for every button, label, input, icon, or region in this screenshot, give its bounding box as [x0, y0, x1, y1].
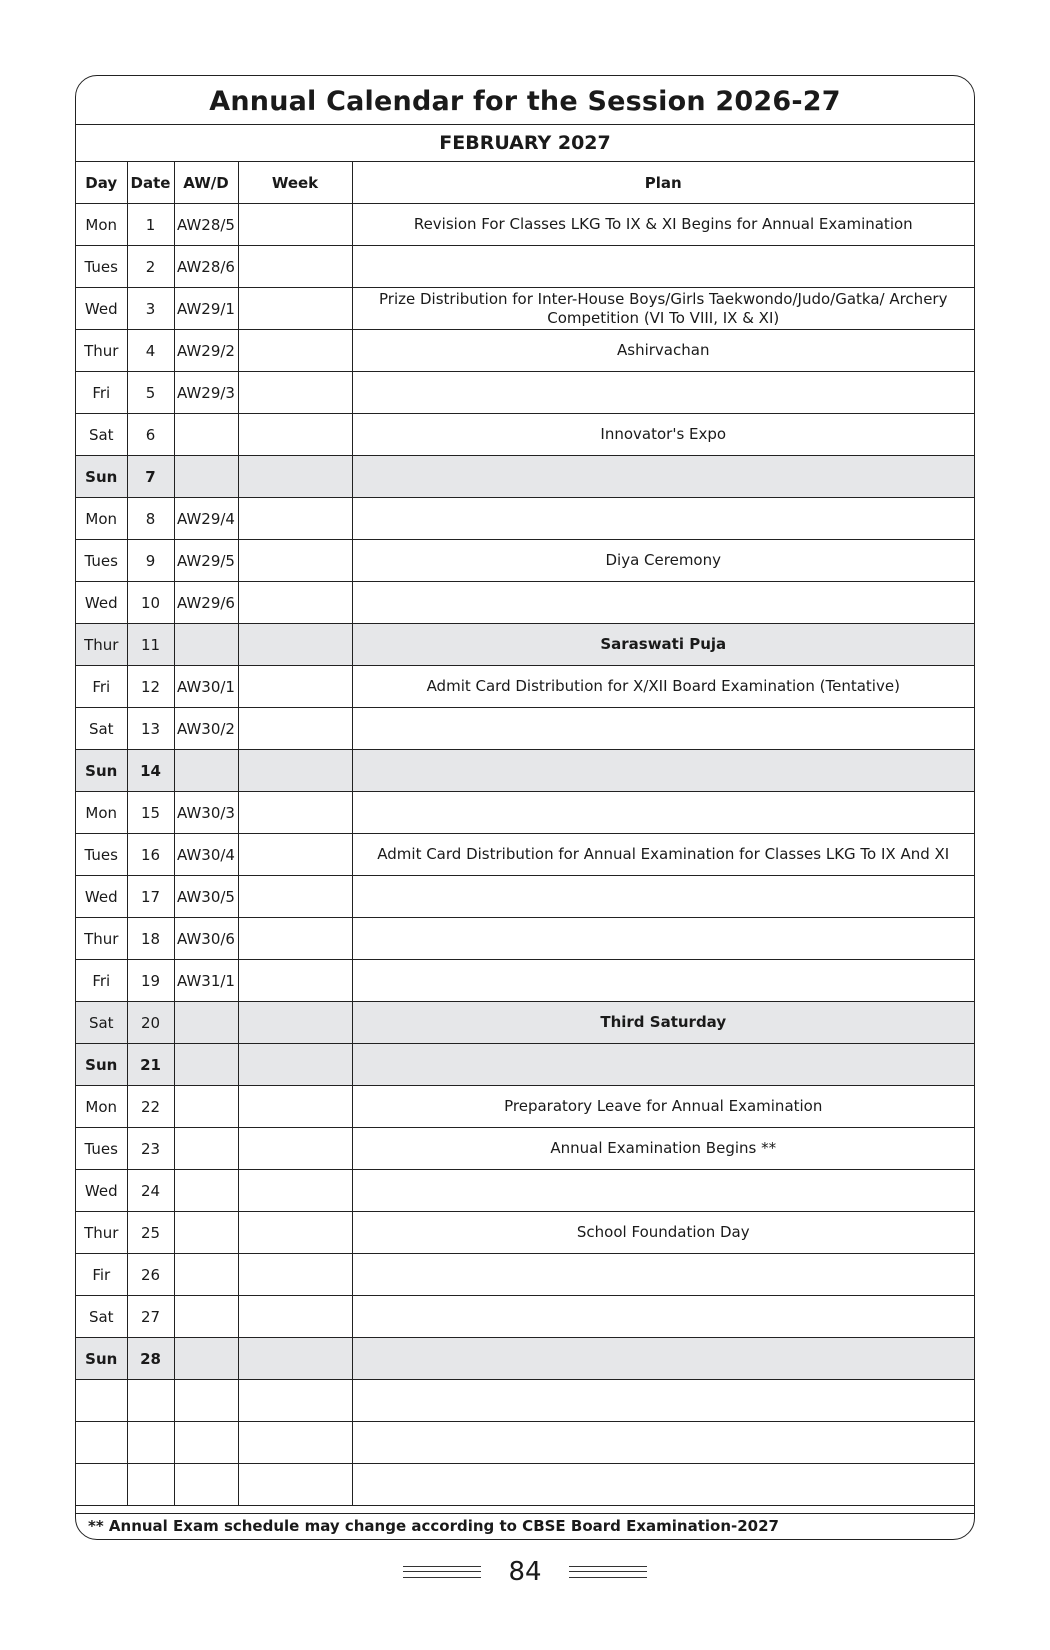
date-cell: 28	[127, 1338, 174, 1380]
day-cell: Sun	[76, 750, 127, 792]
plan-cell	[352, 1422, 974, 1464]
week-cell	[238, 708, 352, 750]
awd-cell	[174, 1170, 238, 1212]
table-row	[76, 540, 974, 582]
week-cell	[238, 1338, 352, 1380]
awd-cell	[174, 456, 238, 498]
plan-cell: Admit Card Distribution for X/XII Board Examination (Tentative)	[352, 666, 974, 708]
table-row	[76, 1380, 974, 1422]
plan-cell	[352, 918, 974, 960]
week-cell	[238, 624, 352, 666]
awd-cell	[174, 1380, 238, 1422]
date-cell: 25	[127, 1212, 174, 1254]
day-cell: Wed	[76, 876, 127, 918]
awd-cell: AW28/5	[174, 204, 238, 246]
day-cell	[76, 1422, 127, 1464]
awd-cell: AW29/5	[174, 540, 238, 582]
week-cell	[238, 876, 352, 918]
table-row	[76, 1044, 974, 1086]
table-row	[76, 1170, 974, 1212]
week-cell	[238, 246, 352, 288]
day-cell: Wed	[76, 582, 127, 624]
day-cell: Fri	[76, 666, 127, 708]
date-cell: 20	[127, 1002, 174, 1044]
day-cell	[76, 1464, 127, 1506]
table-row	[76, 582, 974, 624]
week-cell	[238, 1044, 352, 1086]
table-row	[76, 792, 974, 834]
plan-cell	[352, 1254, 974, 1296]
page-rule-right	[569, 1566, 647, 1578]
week-cell	[238, 330, 352, 372]
month-heading: FEBRUARY 2027	[76, 124, 974, 162]
date-cell: 17	[127, 876, 174, 918]
week-cell	[238, 1002, 352, 1044]
date-cell: 1	[127, 204, 174, 246]
table-row	[76, 246, 974, 288]
week-cell	[238, 834, 352, 876]
date-cell: 10	[127, 582, 174, 624]
plan-cell	[352, 1464, 974, 1506]
awd-cell: AW30/1	[174, 666, 238, 708]
date-cell: 18	[127, 918, 174, 960]
awd-cell: AW30/3	[174, 792, 238, 834]
table-row	[76, 666, 974, 708]
table-row	[76, 330, 974, 372]
date-cell: 9	[127, 540, 174, 582]
awd-cell: AW30/6	[174, 918, 238, 960]
day-cell: Fir	[76, 1254, 127, 1296]
awd-cell: AW29/1	[174, 288, 238, 330]
table-row	[76, 1464, 974, 1506]
plan-cell: Third Saturday	[352, 1002, 974, 1044]
date-cell: 15	[127, 792, 174, 834]
week-cell	[238, 540, 352, 582]
day-cell: Thur	[76, 1212, 127, 1254]
table-row	[76, 834, 974, 876]
week-cell	[238, 288, 352, 330]
plan-cell: Admit Card Distribution for Annual Examination for Classes LKG To IX And XI	[352, 834, 974, 876]
date-cell: 22	[127, 1086, 174, 1128]
week-cell	[238, 204, 352, 246]
header-date: Date	[127, 162, 174, 204]
date-cell: 5	[127, 372, 174, 414]
date-cell: 21	[127, 1044, 174, 1086]
date-cell: 2	[127, 246, 174, 288]
week-cell	[238, 792, 352, 834]
date-cell: 3	[127, 288, 174, 330]
plan-cell: Annual Examination Begins **	[352, 1128, 974, 1170]
table-row	[76, 1086, 974, 1128]
plan-cell	[352, 792, 974, 834]
date-cell: 24	[127, 1170, 174, 1212]
table-row	[76, 1128, 974, 1170]
plan-cell	[352, 1338, 974, 1380]
day-cell: Fri	[76, 960, 127, 1002]
awd-cell	[174, 1212, 238, 1254]
plan-cell	[352, 876, 974, 918]
week-cell	[238, 1296, 352, 1338]
calendar-table	[76, 162, 974, 1506]
week-cell	[238, 960, 352, 1002]
day-cell	[76, 1380, 127, 1422]
week-cell	[238, 666, 352, 708]
week-cell	[238, 1086, 352, 1128]
week-cell	[238, 498, 352, 540]
date-cell	[127, 1380, 174, 1422]
date-cell: 26	[127, 1254, 174, 1296]
calendar-frame	[75, 75, 975, 1540]
table-row	[76, 960, 974, 1002]
footnote: ** Annual Exam schedule may change according to CBSE Board Examination-2027	[76, 1513, 974, 1539]
plan-cell: Innovator's Expo	[352, 414, 974, 456]
awd-cell: AW29/4	[174, 498, 238, 540]
day-cell: Mon	[76, 1086, 127, 1128]
day-cell: Wed	[76, 288, 127, 330]
table-row	[76, 288, 974, 330]
awd-cell: AW30/4	[174, 834, 238, 876]
page-title: Annual Calendar for the Session 2026-27	[209, 86, 841, 117]
table-row	[76, 918, 974, 960]
table-row	[76, 414, 974, 456]
awd-cell	[174, 1338, 238, 1380]
date-cell: 13	[127, 708, 174, 750]
page-footer	[0, 1552, 1050, 1592]
date-cell: 14	[127, 750, 174, 792]
awd-cell	[174, 750, 238, 792]
day-cell: Sat	[76, 1002, 127, 1044]
day-cell: Tues	[76, 1128, 127, 1170]
day-cell: Mon	[76, 792, 127, 834]
day-cell: Mon	[76, 498, 127, 540]
plan-cell	[352, 372, 974, 414]
week-cell	[238, 1170, 352, 1212]
table-row	[76, 204, 974, 246]
table-row	[76, 1254, 974, 1296]
plan-cell	[352, 456, 974, 498]
week-cell	[238, 582, 352, 624]
awd-cell	[174, 1464, 238, 1506]
awd-cell: AW29/6	[174, 582, 238, 624]
week-cell	[238, 1254, 352, 1296]
header-plan: Plan	[352, 162, 974, 204]
date-cell: 12	[127, 666, 174, 708]
day-cell: Tues	[76, 834, 127, 876]
plan-cell: Diya Ceremony	[352, 540, 974, 582]
plan-cell	[352, 708, 974, 750]
plan-cell	[352, 1380, 974, 1422]
table-row	[76, 498, 974, 540]
date-cell: 8	[127, 498, 174, 540]
day-cell: Sun	[76, 456, 127, 498]
plan-cell: Prize Distribution for Inter-House Boys/Girls Taekwondo/Judo/Gatka/ Archery Competition (VI To VIII, IX & XI)	[352, 288, 974, 330]
week-cell	[238, 456, 352, 498]
table-row	[76, 1338, 974, 1380]
day-cell: Thur	[76, 330, 127, 372]
awd-cell: AW28/6	[174, 246, 238, 288]
awd-cell: AW30/2	[174, 708, 238, 750]
week-cell	[238, 1380, 352, 1422]
awd-cell: AW30/5	[174, 876, 238, 918]
calendar-body	[76, 204, 974, 1506]
plan-cell	[352, 1170, 974, 1212]
plan-cell	[352, 1044, 974, 1086]
date-cell: 19	[127, 960, 174, 1002]
plan-cell	[352, 960, 974, 1002]
day-cell: Tues	[76, 246, 127, 288]
date-cell: 4	[127, 330, 174, 372]
plan-cell: Revision For Classes LKG To IX & XI Begins for Annual Examination	[352, 204, 974, 246]
awd-cell	[174, 1296, 238, 1338]
plan-cell: School Foundation Day	[352, 1212, 974, 1254]
day-cell: Sun	[76, 1338, 127, 1380]
awd-cell	[174, 624, 238, 666]
awd-cell	[174, 1044, 238, 1086]
awd-cell: AW31/1	[174, 960, 238, 1002]
plan-cell: Ashirvachan	[352, 330, 974, 372]
awd-cell	[174, 1086, 238, 1128]
week-cell	[238, 372, 352, 414]
date-cell: 23	[127, 1128, 174, 1170]
date-cell: 27	[127, 1296, 174, 1338]
day-cell: Sun	[76, 1044, 127, 1086]
week-cell	[238, 1422, 352, 1464]
week-cell	[238, 750, 352, 792]
day-cell: Sat	[76, 708, 127, 750]
awd-cell	[174, 1128, 238, 1170]
header-awd: AW/D	[174, 162, 238, 204]
date-cell: 6	[127, 414, 174, 456]
table-row	[76, 876, 974, 918]
day-cell: Sat	[76, 1296, 127, 1338]
week-cell	[238, 414, 352, 456]
date-cell: 11	[127, 624, 174, 666]
day-cell: Thur	[76, 624, 127, 666]
day-cell: Fri	[76, 372, 127, 414]
week-cell	[238, 918, 352, 960]
table-row	[76, 750, 974, 792]
table-header-row	[76, 162, 974, 204]
table-row	[76, 372, 974, 414]
week-cell	[238, 1128, 352, 1170]
table-row	[76, 1296, 974, 1338]
plan-cell	[352, 582, 974, 624]
plan-cell: Preparatory Leave for Annual Examination	[352, 1086, 974, 1128]
day-cell: Sat	[76, 414, 127, 456]
day-cell: Mon	[76, 204, 127, 246]
awd-cell	[174, 1422, 238, 1464]
awd-cell	[174, 1002, 238, 1044]
table-row	[76, 1212, 974, 1254]
plan-cell	[352, 246, 974, 288]
table-row	[76, 1422, 974, 1464]
table-row	[76, 624, 974, 666]
day-cell: Thur	[76, 918, 127, 960]
date-cell	[127, 1464, 174, 1506]
plan-cell	[352, 1296, 974, 1338]
day-cell: Wed	[76, 1170, 127, 1212]
week-cell	[238, 1464, 352, 1506]
awd-cell: AW29/2	[174, 330, 238, 372]
awd-cell	[174, 1254, 238, 1296]
awd-cell: AW29/3	[174, 372, 238, 414]
header-day: Day	[76, 162, 127, 204]
plan-cell	[352, 750, 974, 792]
day-cell: Tues	[76, 540, 127, 582]
week-cell	[238, 1212, 352, 1254]
page-number: 84	[508, 1557, 542, 1587]
plan-cell	[352, 498, 974, 540]
header-week: Week	[238, 162, 352, 204]
page-rule-left	[403, 1566, 481, 1578]
plan-cell: Saraswati Puja	[352, 624, 974, 666]
table-row	[76, 456, 974, 498]
table-row	[76, 1002, 974, 1044]
date-cell: 16	[127, 834, 174, 876]
date-cell: 7	[127, 456, 174, 498]
date-cell	[127, 1422, 174, 1464]
awd-cell	[174, 414, 238, 456]
table-row	[76, 708, 974, 750]
